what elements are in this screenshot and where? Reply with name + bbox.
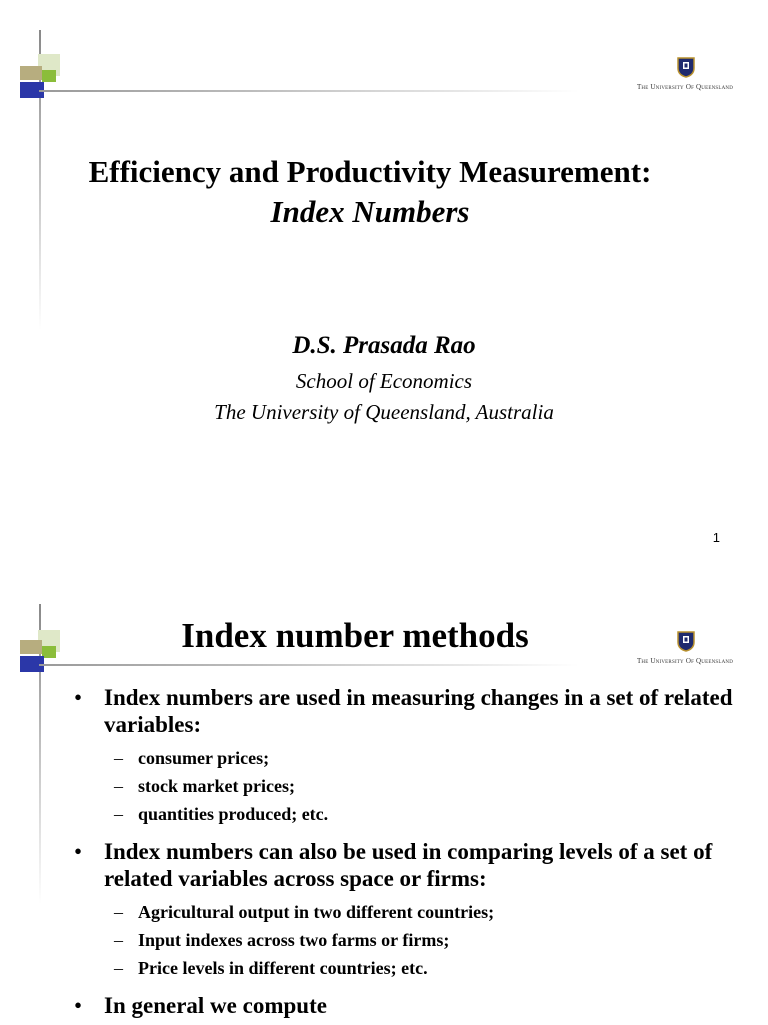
affiliation-university: The University of Queensland, Australia [214, 400, 554, 424]
bullet-text: In general we compute [104, 993, 327, 1018]
sub-bullet-text: consumer prices; [138, 748, 270, 768]
ornament-horizontal-line [39, 664, 579, 666]
dash-icon: – [114, 930, 123, 950]
author-name: D.S. Prasada Rao [292, 332, 476, 359]
ornament-square-olive [20, 66, 42, 80]
bullet-item [74, 838, 734, 892]
bullet-item [74, 684, 734, 738]
page-number: 1 [712, 530, 720, 545]
sub-bullet-item [74, 772, 734, 800]
sub-bullet-item [74, 926, 734, 954]
dash-icon: – [114, 748, 123, 768]
title-line-1: Efficiency and Productivity Measurement: [88, 154, 652, 189]
bullet-icon: • [74, 839, 83, 864]
affiliation-school: School of Economics [295, 369, 473, 393]
ornament-horizontal-line [39, 90, 579, 92]
dash-icon: – [114, 776, 123, 796]
sub-bullet-item [74, 744, 734, 772]
crest-icon [676, 56, 696, 78]
bullet-icon: • [74, 993, 83, 1018]
sub-bullet-item [74, 800, 734, 828]
dash-icon: – [114, 958, 123, 978]
sub-bullet-text: Input indexes across two farms or firms; [138, 930, 450, 950]
sub-bullet-item [74, 954, 734, 982]
sub-bullet-text: Price levels in different countries; etc. [138, 958, 428, 978]
sub-bullet-text: quantities produced; etc. [138, 804, 329, 824]
dash-icon: – [114, 902, 123, 922]
university-logo [626, 56, 744, 98]
ornament-square-green [42, 70, 56, 82]
title-line-2: Index Numbers [270, 194, 470, 229]
slide-2 [0, 560, 768, 1024]
dash-icon: – [114, 804, 123, 824]
sub-bullet-text: Agricultural output in two different countries; [138, 902, 495, 922]
bullet-item [74, 992, 734, 1019]
bullet-icon: • [74, 685, 83, 710]
logo-wordmark: The University Of Queensland [636, 83, 734, 91]
slide-title: Index number methods [181, 616, 529, 655]
bullet-text: Index numbers are used in measuring changes in a set of related variables: [104, 685, 733, 737]
sub-bullet-text: stock market prices; [138, 776, 295, 796]
logo-wordmark: The University Of Queensland [636, 657, 734, 665]
sub-bullet-item [74, 898, 734, 926]
presentation-title [0, 152, 740, 232]
bullet-list [74, 684, 734, 1025]
bullet-text: Index numbers can also be used in comparing levels of a set of related variables across space or firms: [104, 839, 713, 891]
